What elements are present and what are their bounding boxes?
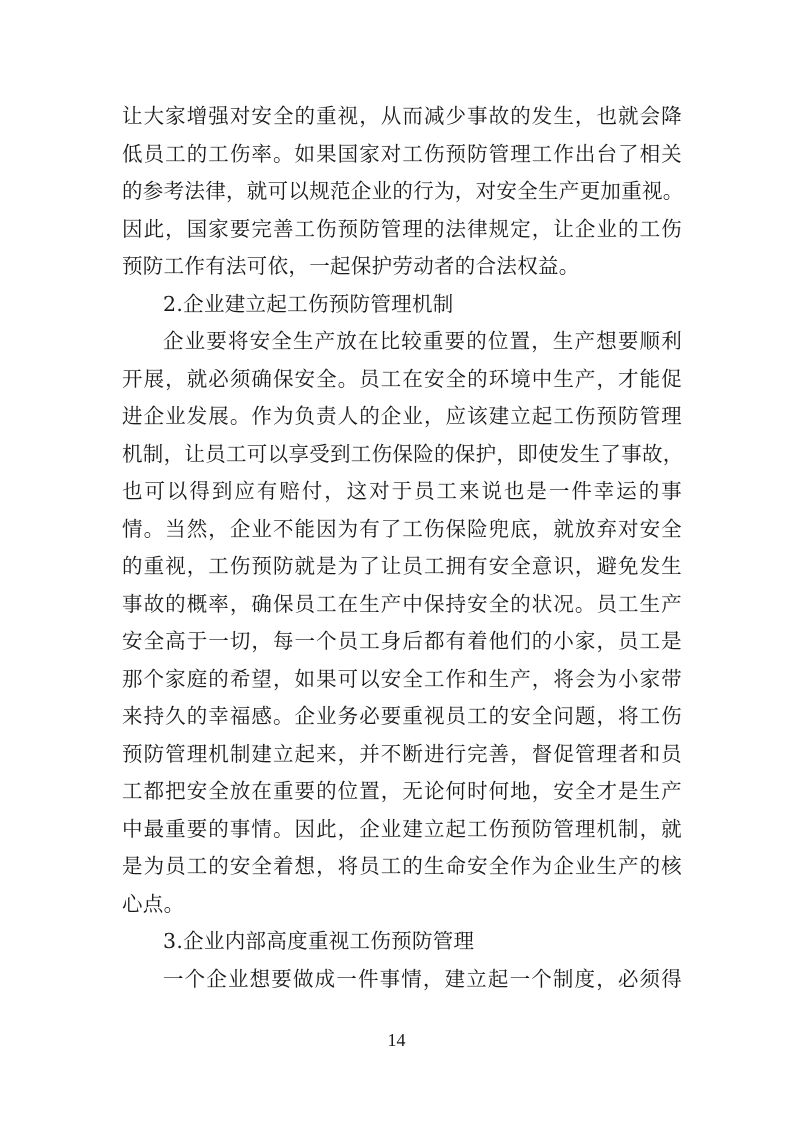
section-heading: 3.企业内部高度重视工伤预防管理 [163, 929, 475, 953]
paragraph-line: 安全高于一切，每一个员工身后都有着他们的小家，员工是 [122, 629, 682, 653]
paragraph-line: 的重视，工伤预防就是为了让员工拥有安全意识，避免发生 [122, 554, 682, 578]
paragraph-line: 开展，就必须确保安全。员工在安全的环境中生产，才能促 [122, 366, 682, 391]
paragraph-line: 预防工作有法可依，一起保护劳动者的合法权益。 [122, 254, 580, 278]
paragraph-line: 中最重要的事情。因此，企业建立起工伤预防管理机制，就 [122, 816, 682, 841]
paragraph-line: 低员工的工伤率。如果国家对工伤预防管理工作出台了相关 [122, 141, 682, 166]
paragraph-line: 也可以得到应有赔付，这对于员工来说也是一件幸运的事 [122, 479, 682, 503]
paragraph-line: 进企业发展。作为负责人的企业，应该建立起工伤预防管理 [122, 404, 682, 428]
paragraph-line: 工都把安全放在重要的位置，无论何时何地，安全才是生产 [122, 779, 682, 803]
page-number: 14 [387, 1030, 406, 1050]
paragraph-line: 预防管理机制建立起来，并不断进行完善，督促管理者和员 [122, 741, 682, 766]
paragraph-line: 让大家增强对安全的重视，从而减少事故的发生，也就会降 [122, 104, 682, 128]
paragraph-line: 来持久的幸福感。企业务必要重视员工的安全问题，将工伤 [122, 704, 682, 728]
paragraph-line: 机制，让员工可以享受到工伤保险的保护，即使发生了事故， [122, 441, 684, 466]
paragraph-line: 的参考法律，就可以规范企业的行为，对安全生产更加重视。 [122, 179, 684, 203]
paragraph-line: 企业要将安全生产放在比较重要的位置，生产想要顺利 [163, 329, 682, 353]
section-heading: 2.企业建立起工伤预防管理机制 [163, 291, 454, 316]
paragraph-line: 事故的概率，确保员工在生产中保持安全的状况。员工生产 [122, 591, 682, 616]
body-text [122, 98, 682, 998]
paragraph-line: 因此，国家要完善工伤预防管理的法律规定，让企业的工伤 [122, 216, 682, 241]
paragraph-line: 是为员工的安全着想，将员工的生命安全作为企业生产的核 [122, 854, 682, 878]
paragraph-line: 心点。 [122, 891, 185, 916]
paragraph-line: 那个家庭的希望，如果可以安全工作和生产，将会为小家带 [122, 666, 682, 691]
paragraph-line: 一个企业想要做成一件事情，建立起一个制度，必须得 [163, 966, 682, 991]
paragraph-line: 情。当然，企业不能因为有了工伤保险兜底，就放弃对安全 [122, 516, 682, 541]
